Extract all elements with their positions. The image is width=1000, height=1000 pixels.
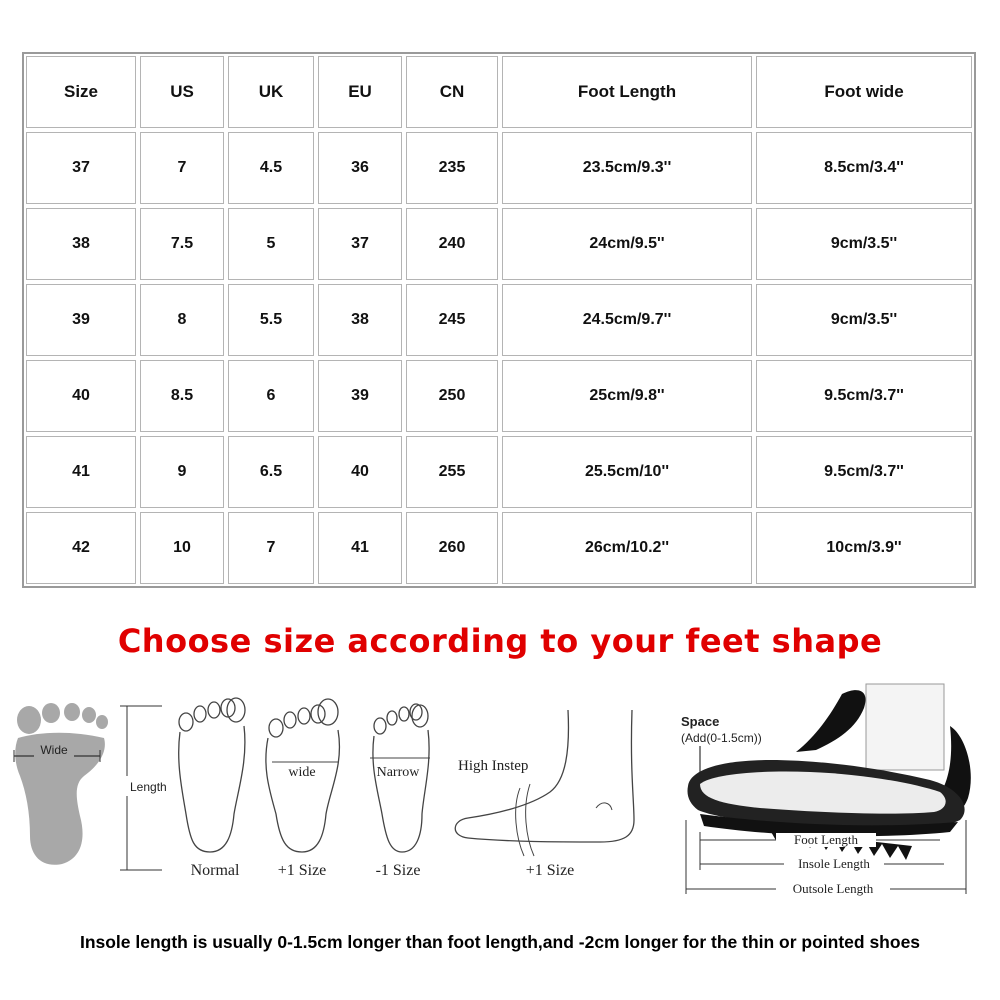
- size-chart-grid: [24, 54, 974, 586]
- table-cell: 245: [406, 284, 498, 356]
- table-header-cell: Foot Length: [502, 56, 752, 128]
- table-cell: 23.5cm/9.3'': [502, 132, 752, 204]
- table-cell: 24cm/9.5'': [502, 208, 752, 280]
- foot-length-label: Foot Length: [794, 832, 858, 847]
- high-instep-label: +1 Size: [525, 862, 575, 879]
- table-cell: 8.5: [140, 360, 224, 432]
- table-cell: 240: [406, 208, 498, 280]
- high-instep-foot-icon: [455, 710, 634, 856]
- table-cell: 25cm/9.8'': [502, 360, 752, 432]
- table-cell: 5.5: [228, 284, 314, 356]
- table-cell: 40: [26, 360, 136, 432]
- table-cell: 6: [228, 360, 314, 432]
- table-cell: 7: [228, 512, 314, 584]
- table-cell: 10: [140, 512, 224, 584]
- table-cell: 39: [318, 360, 402, 432]
- length-label: Length: [130, 780, 167, 794]
- table-cell: 9.5cm/3.7'': [756, 360, 972, 432]
- feet-shape-banner: Choose size according to your feet shape: [117, 622, 883, 660]
- table-cell: 36: [318, 132, 402, 204]
- wide-label: Wide: [40, 743, 68, 757]
- table-cell: 4.5: [228, 132, 314, 204]
- table-cell: 41: [318, 512, 402, 584]
- table-cell: 8: [140, 284, 224, 356]
- table-cell: 5: [228, 208, 314, 280]
- insole-length-label: Insole Length: [798, 856, 870, 871]
- foot-measure-diagram: [14, 703, 167, 870]
- table-header-cell: EU: [318, 56, 402, 128]
- table-cell: 26cm/10.2'': [502, 512, 752, 584]
- table-cell: 38: [26, 208, 136, 280]
- table-cell: 39: [26, 284, 136, 356]
- wide-foot-label: +1 Size: [277, 862, 327, 879]
- table-cell: 9cm/3.5'': [756, 284, 972, 356]
- table-cell: 10cm/3.9'': [756, 512, 972, 584]
- outsole-length-label: Outsole Length: [792, 881, 874, 896]
- table-cell: 42: [26, 512, 136, 584]
- normal-foot-icon: [179, 698, 245, 852]
- table-header-cell: UK: [228, 56, 314, 128]
- table-cell: 24.5cm/9.7'': [502, 284, 752, 356]
- table-cell: 38: [318, 284, 402, 356]
- foot-shape-illustrations: [0, 680, 1000, 910]
- insole-length-note: Insole length is usually 0-1.5cm longer than foot length,and -2cm longer for the thin or pointed shoes: [79, 932, 921, 952]
- wide-annotation: wide: [288, 765, 316, 780]
- table-cell: 41: [26, 436, 136, 508]
- table-cell: 7.5: [140, 208, 224, 280]
- table-header-cell: Foot wide: [756, 56, 972, 128]
- size-chart-table: [22, 52, 976, 588]
- table-header-cell: US: [140, 56, 224, 128]
- foot-silhouette-icon: [15, 703, 108, 865]
- table-cell: 260: [406, 512, 498, 584]
- table-cell: 37: [318, 208, 402, 280]
- table-cell: 25.5cm/10'': [502, 436, 752, 508]
- narrow-foot-label: -1 Size: [375, 862, 421, 879]
- table-cell: 235: [406, 132, 498, 204]
- space-note: (Add(0-1.5cm)): [681, 731, 762, 745]
- table-cell: 9: [140, 436, 224, 508]
- table-cell: 8.5cm/3.4'': [756, 132, 972, 204]
- shoe-diagram: [681, 684, 971, 896]
- table-cell: 40: [318, 436, 402, 508]
- table-cell: 9cm/3.5'': [756, 208, 972, 280]
- table-header-cell: Size: [26, 56, 136, 128]
- table-cell: 255: [406, 436, 498, 508]
- space-title: Space: [681, 714, 720, 729]
- normal-foot-label: Normal: [190, 862, 240, 879]
- high-instep-title: High Instep: [458, 758, 529, 774]
- table-header-cell: CN: [406, 56, 498, 128]
- table-cell: 6.5: [228, 436, 314, 508]
- table-cell: 250: [406, 360, 498, 432]
- table-cell: 7: [140, 132, 224, 204]
- table-cell: 9.5cm/3.7'': [756, 436, 972, 508]
- table-cell: 37: [26, 132, 136, 204]
- narrow-annotation: Narrow: [376, 765, 420, 780]
